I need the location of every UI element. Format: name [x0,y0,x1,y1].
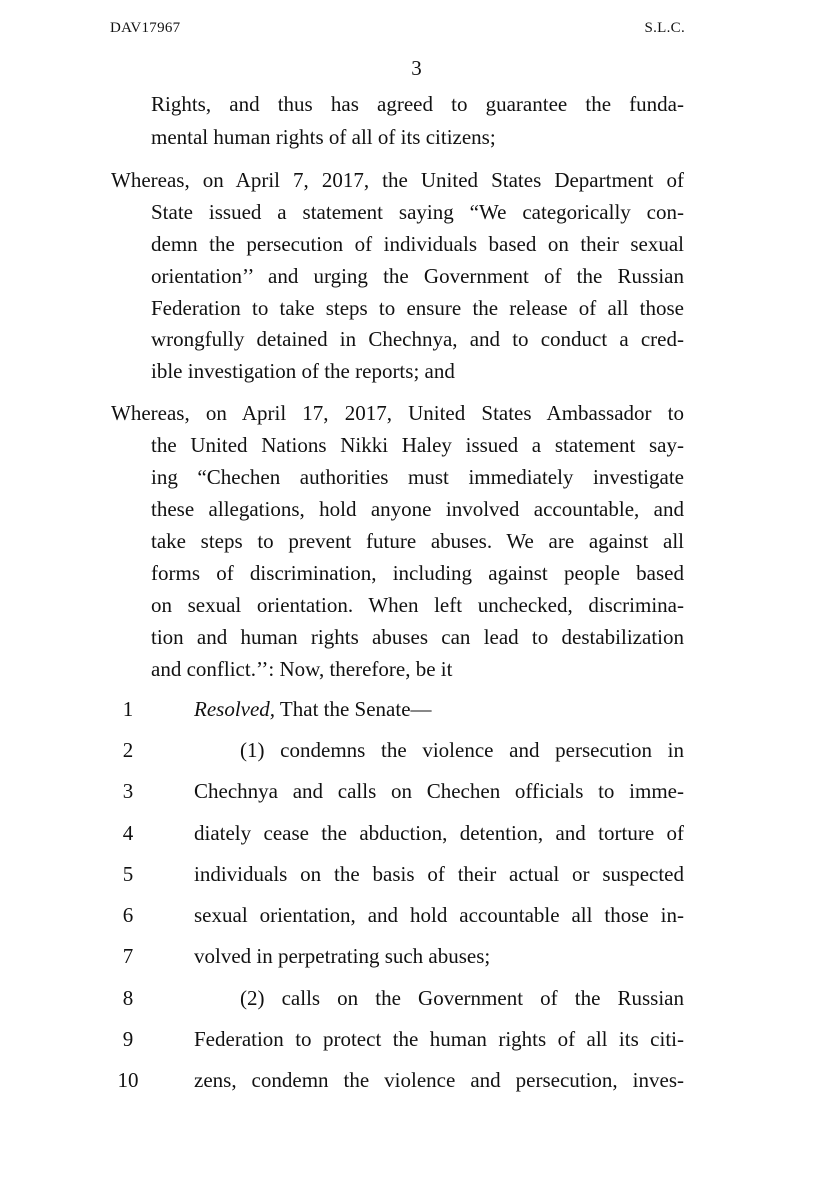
text-line: these allegations, hold anyone involved accountable, and [151,497,684,521]
text-line: Federation to take steps to ensure the release of all those [151,296,684,320]
line-number: 4 [122,821,134,845]
line-number: 7 [122,944,134,968]
text-line: State issued a statement saying “We categorically con- [151,200,684,224]
resolved-keyword: Resolved, [194,697,276,721]
text-line: forms of discrimination, including against people based [151,561,684,585]
line-number: 10 [117,1068,139,1092]
text-line: orientation’’ and urging the Government of the Russian [151,264,684,288]
document-classification: S.L.C. [644,20,685,36]
line-number: 8 [122,986,134,1010]
line-number: 1 [122,697,134,721]
text-line: and conflict.’’: Now, therefore, be it [151,657,453,681]
line-number: 6 [122,903,134,927]
text-line: (1) condemns the violence and persecution in [240,738,684,762]
text-line: Whereas, on April 17, 2017, United States Ambassador to [111,401,684,425]
resolved-clause [194,699,432,720]
text-line: Rights, and thus has agreed to guarantee the funda- [151,92,684,116]
text-line: Chechnya and calls on Chechen officials to imme- [194,779,684,803]
line-number: 9 [122,1027,134,1051]
text-line: volved in perpetrating such abuses; [194,944,491,968]
text-line: on sexual orientation. When left unchecked, discrimina- [151,593,684,617]
line-number: 5 [122,862,134,886]
text-line: sexual orientation, and hold accountable all those in- [194,903,684,927]
text-line: individuals on the basis of their actual or suspected [194,862,684,886]
text-line: (2) calls on the Government of the Russian [240,986,684,1010]
text-line: demn the persecution of individuals based on their sexual [151,232,684,256]
text-line: tion and human rights abuses can lead to destabilization [151,625,684,649]
text-line: Federation to protect the human rights of all its citi- [194,1027,684,1051]
text-line: ing “Chechen authorities must immediately investigate [151,465,684,489]
text-line: the United Nations Nikki Haley issued a statement say- [151,433,684,457]
text-line: ible investigation of the reports; and [151,359,455,383]
page-number: 3 [411,56,422,80]
text-line: Whereas, on April 7, 2017, the United States Department of [111,168,684,192]
text-line: mental human rights of all of its citizens; [151,125,496,149]
line-number: 3 [122,779,134,803]
document-id: DAV17967 [110,20,181,36]
resolved-text: That the Senate— [275,697,432,721]
text-line: zens, condemn the violence and persecution, inves- [194,1068,684,1092]
text-line: take steps to prevent future abuses. We are against all [151,529,684,553]
text-line: diately cease the abduction, detention, and torture of [194,821,684,845]
line-number: 2 [122,738,134,762]
text-line: wrongfully detained in Chechnya, and to conduct a cred- [151,327,684,351]
